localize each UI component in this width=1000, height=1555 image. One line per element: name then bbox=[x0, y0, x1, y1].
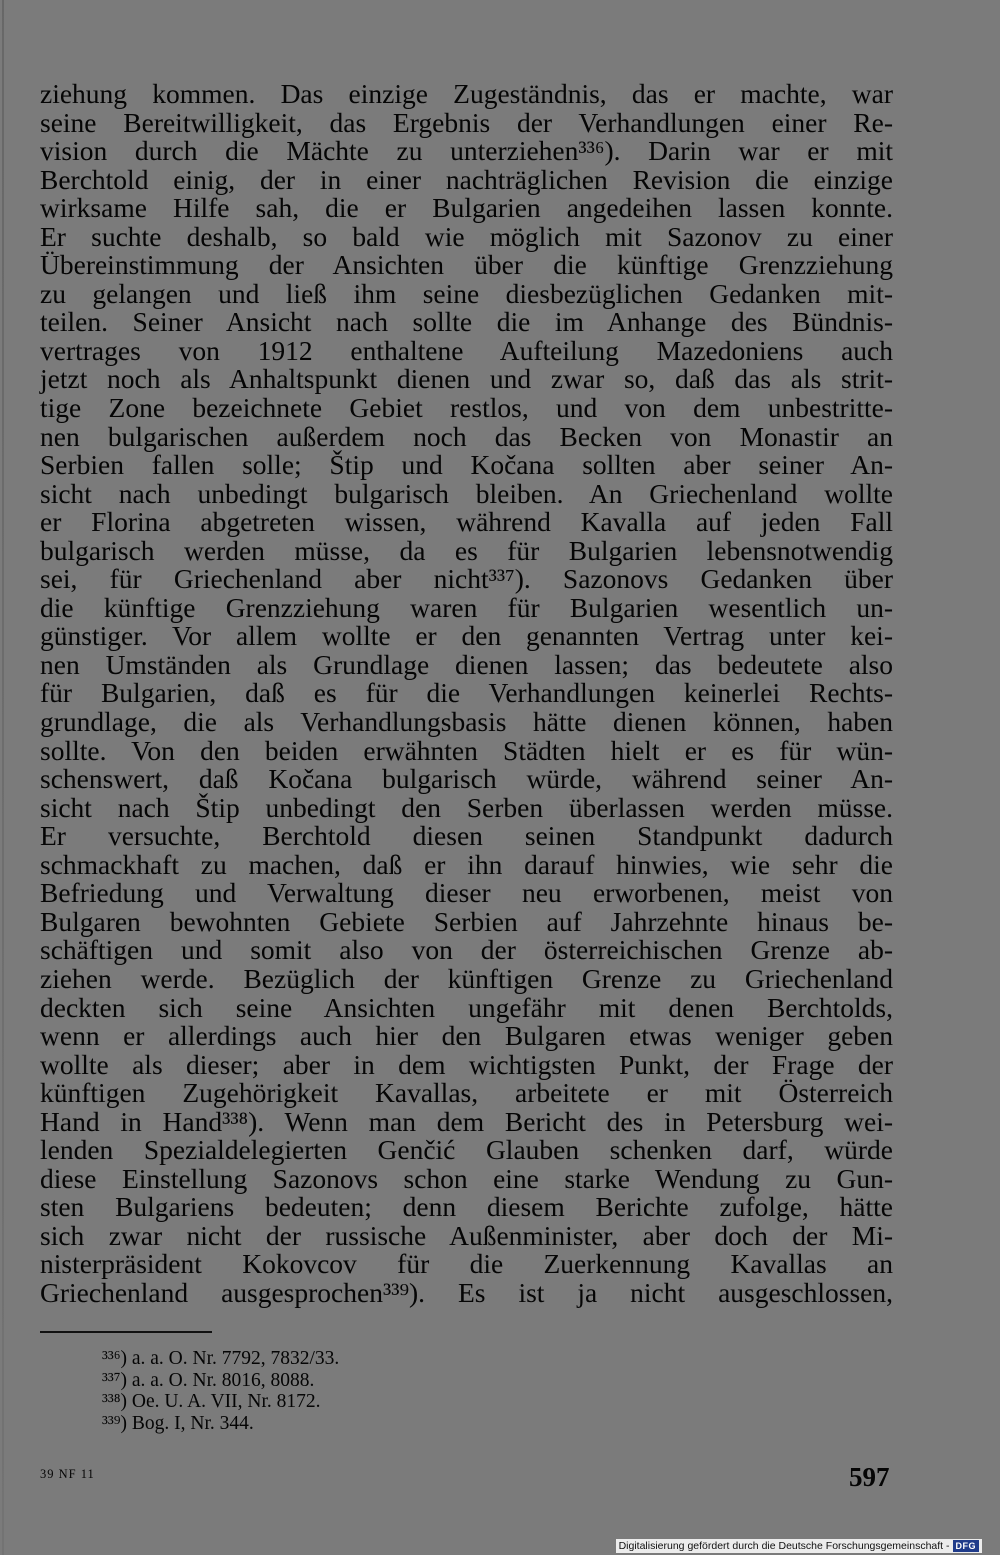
text-line: sicht nach unbedingt bulgarisch bleiben. An Griechenland wollte bbox=[40, 477, 893, 509]
text-line: sicht nach Štip unbedingt den Serben überlassen werden müsse. bbox=[40, 791, 893, 823]
footnote-separator bbox=[40, 1331, 212, 1333]
page-number: 597 bbox=[849, 1462, 890, 1492]
text-line: Griechenland ausgesprochen³³⁹). Es ist ja nicht ausgeschlossen, bbox=[40, 1276, 893, 1308]
text-line: für Bulgarien, daß es für die Verhandlungen keinerlei Rechts- bbox=[40, 677, 893, 709]
text-line: sten Bulgariens bedeuten; denn diesem Berichte zufolge, hätte bbox=[40, 1191, 893, 1223]
text-line: sich zwar nicht der russische Außenminister, aber doch der Mi- bbox=[40, 1219, 893, 1251]
text-line: zu gelangen und ließ ihm seine diesbezüglichen Gedanken mit- bbox=[40, 277, 893, 309]
text-line: lenden Spezialdelegierten Genčić Glauben schenken darf, würde bbox=[40, 1134, 893, 1166]
main-text-block bbox=[40, 80, 893, 1308]
footnote-338: ³³⁸) Oe. U. A. VII, Nr. 8172. bbox=[102, 1391, 321, 1412]
footnote-337: ³³⁷) a. a. O. Nr. 8016, 8088. bbox=[102, 1369, 315, 1391]
footnote-339: ³³⁹) Bog. I, Nr. 344. bbox=[102, 1412, 254, 1434]
text-line: wirksame Hilfe sah, die er Bulgarien angedeihen lassen konnte. bbox=[40, 192, 893, 224]
text-line: grundlage, die als Verhandlungsbasis hätte dienen können, haben bbox=[40, 706, 893, 738]
digitization-notice-bar[interactable] bbox=[616, 1539, 982, 1553]
text-line: Bulgaren bewohnten Gebiete Serbien auf Jahrzehnte hinaus be- bbox=[40, 905, 893, 937]
text-line: Serbien fallen solle; Štip und Kočana sollten aber seiner An- bbox=[40, 449, 893, 481]
text-line: vision durch die Mächte zu unterziehen³³⁶). Darin war er mit bbox=[40, 135, 893, 167]
text-line: schäftigen und somit also von der österreichischen Grenze ab- bbox=[40, 934, 893, 966]
text-line: nisterpräsident Kokovcov für die Zuerkennung Kavallas an bbox=[40, 1248, 893, 1280]
text-line: günstiger. Vor allem wollte er den genannten Vertrag unter kei- bbox=[40, 620, 893, 652]
footnotes-list bbox=[102, 1348, 339, 1434]
text-line: schenswert, daß Kočana bulgarisch würde, während seiner An- bbox=[40, 763, 893, 795]
printer-signature: 39 NF 11 bbox=[40, 1467, 95, 1481]
text-line: er Florina abgetreten wissen, während Kavalla auf jeden Fall bbox=[40, 506, 893, 538]
text-line: sollte. Von den beiden erwähnten Städten hielt er es für wün- bbox=[40, 734, 893, 766]
text-line: Er suchte deshalb, so bald wie möglich mit Sazonov zu einer bbox=[40, 220, 893, 252]
text-line: nen Umständen als Grundlage dienen lassen; das bedeutete also bbox=[40, 648, 893, 680]
text-line: Übereinstimmung der Ansichten über die künftige Grenzziehung bbox=[40, 249, 893, 281]
text-line: sei, für Griechenland aber nicht³³⁷). Sazonovs Gedanken über bbox=[40, 563, 893, 595]
text-line: bulgarisch werden müsse, da es für Bulgarien lebensnotwendig bbox=[40, 534, 893, 566]
dfg-logo-icon: DFG bbox=[953, 1540, 980, 1552]
text-line: wollte als dieser; aber in dem wichtigsten Punkt, der Frage der bbox=[40, 1048, 893, 1080]
text-line: jetzt noch als Anhaltspunkt dienen und zwar so, daß das als strit- bbox=[40, 363, 893, 395]
text-line: Hand in Hand³³⁸). Wenn man dem Bericht des in Petersburg wei- bbox=[40, 1105, 893, 1137]
text-line: nen bulgarischen außerdem noch das Becken von Monastir an bbox=[40, 420, 893, 452]
text-line: Befriedung und Verwaltung dieser neu erworbenen, meist von bbox=[40, 877, 893, 909]
text-line: teilen. Seiner Ansicht nach sollte die im Anhange des Bündnis- bbox=[40, 306, 893, 338]
text-line: Berchtold einig, der in einer nachträglichen Revision die einzige bbox=[40, 163, 893, 195]
text-line: Er versuchte, Berchtold diesen seinen Standpunkt dadurch bbox=[40, 820, 893, 852]
text-line: ziehung kommen. Das einzige Zugeständnis, das er machte, war bbox=[40, 78, 893, 109]
text-line: seine Bereitwilligkeit, das Ergebnis der Verhandlungen einer Re- bbox=[40, 106, 893, 138]
text-line: wenn er allerdings auch hier den Bulgaren etwas weniger geben bbox=[40, 1020, 893, 1052]
text-line: tige Zone bezeichnete Gebiet restlos, und von dem unbestritte- bbox=[40, 392, 893, 424]
text-line: die künftige Grenzziehung waren für Bulgarien wesentlich un- bbox=[40, 591, 893, 623]
footnote-336: ³³⁶) a. a. O. Nr. 7792, 7832/33. bbox=[102, 1348, 340, 1369]
text-line: ziehen werde. Bezüglich der künftigen Grenze zu Griechenland bbox=[40, 962, 893, 994]
scan-edge-shadow bbox=[2, 0, 4, 1555]
text-line: diese Einstellung Sazonovs schon eine starke Wendung zu Gun- bbox=[40, 1162, 893, 1194]
text-line: vertrages von 1912 enthaltene Aufteilung Mazedoniens auch bbox=[40, 334, 893, 366]
text-line: künftigen Zugehörigkeit Kavallas, arbeitete er mit Österreich bbox=[40, 1077, 893, 1109]
text-line: deckten sich seine Ansichten ungefähr mit denen Berchtolds, bbox=[40, 991, 893, 1023]
text-line: schmackhaft zu machen, daß er ihn darauf hinwies, wie sehr die bbox=[40, 848, 893, 880]
digitization-notice-text: Digitalisierung gefördert durch die Deutsche Forschungsgemeinschaft - bbox=[618, 1540, 950, 1552]
